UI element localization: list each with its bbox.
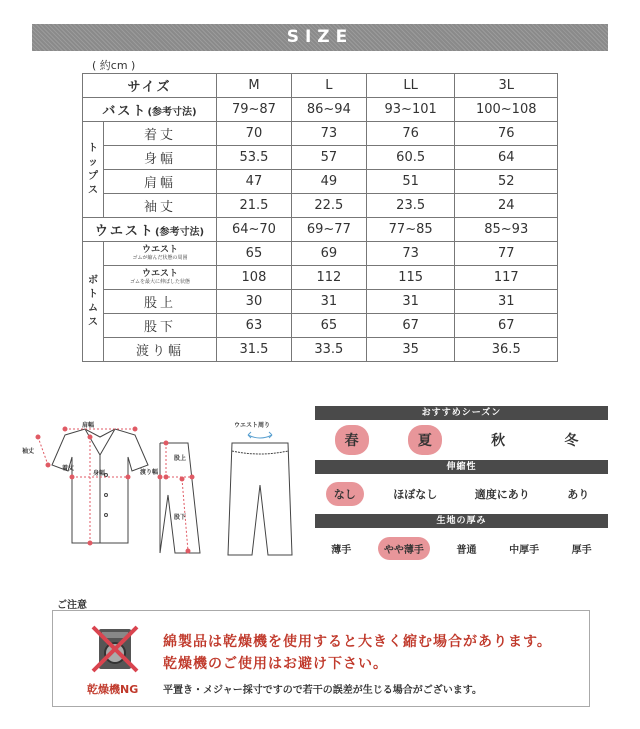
row-label: 身幅	[104, 146, 217, 170]
thickness-thin: 薄手	[331, 544, 352, 556]
table-cell: 47	[217, 170, 292, 194]
table-cell: 108	[217, 266, 292, 290]
table-cell: 31	[366, 290, 455, 314]
waist-label: ウエスト(参考寸法)	[83, 218, 217, 242]
row-label: ウエスト ゴムが縮んだ状態の周囲	[104, 242, 217, 266]
table-cell: 117	[455, 266, 558, 290]
size-header-cell: 3L	[455, 74, 558, 98]
stretch-almost-none: ほぼなし	[393, 488, 438, 501]
table-cell: 63	[217, 314, 292, 338]
bust-row	[83, 98, 558, 122]
table-cell: 23.5	[366, 194, 455, 218]
matashita-label: 股下	[174, 514, 187, 521]
table-cell: 24	[455, 194, 558, 218]
size-header-label: サイズ	[83, 74, 217, 98]
table-cell: 30	[217, 290, 292, 314]
table-cell: 33.5	[291, 338, 366, 362]
table-cell: 49	[291, 170, 366, 194]
table-cell: 73	[291, 122, 366, 146]
thickness-thick: 厚手	[571, 544, 592, 556]
caution-line-1: 綿製品は乾燥機を使用すると大きく縮む場合があります。	[163, 634, 552, 650]
table-row	[83, 170, 558, 194]
size-header-cell: LL	[366, 74, 455, 98]
table-cell: 67	[455, 314, 558, 338]
table-cell: 79~87	[217, 98, 292, 122]
table-row	[83, 314, 558, 338]
table-row	[83, 290, 558, 314]
season-spring: 春	[335, 425, 369, 455]
table-cell: 73	[366, 242, 455, 266]
table-cell: 69	[291, 242, 366, 266]
fabric-info-panel	[315, 406, 608, 568]
table-cell: 31	[455, 290, 558, 314]
table-cell: 77	[455, 242, 558, 266]
watarihaba-label: 渡り幅	[140, 469, 159, 476]
table-cell: 57	[291, 146, 366, 170]
table-cell: 64~70	[217, 218, 292, 242]
table-cell: 21.5	[217, 194, 292, 218]
stretch-row	[315, 474, 608, 514]
table-cell: 77~85	[366, 218, 455, 242]
table-cell: 51	[366, 170, 455, 194]
measurement-diagram	[20, 415, 305, 565]
row-label: 股下	[104, 314, 217, 338]
row-label: 着丈	[104, 122, 217, 146]
row-label: 股上	[104, 290, 217, 314]
waist-around-label: ウエスト周り	[234, 422, 271, 429]
row-label: ウエスト ゴムを最大に伸ばした状態	[104, 266, 217, 290]
table-row	[83, 194, 558, 218]
table-header-row	[83, 74, 558, 98]
season-row	[315, 420, 608, 460]
thickness-normal: 普通	[456, 544, 477, 556]
table-cell: 35	[366, 338, 455, 362]
size-header-cell: L	[291, 74, 366, 98]
bust-label: バスト(参考寸法)	[83, 98, 217, 122]
table-cell: 93~101	[366, 98, 455, 122]
pants-front-illustration	[228, 443, 292, 555]
stretch-title: 伸縮性	[315, 460, 608, 474]
table-cell: 65	[291, 314, 366, 338]
table-row	[83, 146, 558, 170]
row-label: 渡り幅	[104, 338, 217, 362]
stretch-yes: あり	[567, 488, 590, 501]
stretch-none: なし	[326, 482, 364, 506]
size-table	[82, 73, 558, 362]
table-row	[83, 242, 558, 266]
caution-line-2: 乾燥機のご使用はお避け下さい。	[163, 656, 388, 672]
thickness-row	[315, 528, 608, 568]
row-label: 肩幅	[104, 170, 217, 194]
caution-box	[52, 610, 590, 707]
table-cell: 76	[455, 122, 558, 146]
shirt-illustration	[52, 429, 148, 543]
caution-line-3: 平置き・メジャー採寸ですので若干の誤差が生じる場合がございます。	[163, 685, 482, 696]
size-banner: SIZE	[32, 24, 608, 51]
tops-group-label: ト ッ プ ス	[83, 122, 104, 218]
table-cell: 76	[366, 122, 455, 146]
table-cell: 31	[291, 290, 366, 314]
table-cell: 86~94	[291, 98, 366, 122]
thickness-medium-thick: 中厚手	[509, 544, 540, 556]
table-cell: 115	[366, 266, 455, 290]
dryer-ng-label: 乾燥機NG	[87, 683, 139, 696]
mihaba-label: 身幅	[93, 470, 106, 477]
kitake-label: 着丈	[62, 465, 75, 472]
thickness-slightly-thin: やや薄手	[378, 537, 430, 560]
size-header-cell: M	[217, 74, 292, 98]
table-row	[83, 338, 558, 362]
table-row	[83, 122, 558, 146]
table-cell: 52	[455, 170, 558, 194]
table-cell: 65	[217, 242, 292, 266]
table-cell: 100~108	[455, 98, 558, 122]
sodetake-label: 袖丈	[22, 448, 35, 455]
table-cell: 22.5	[291, 194, 366, 218]
table-cell: 64	[455, 146, 558, 170]
table-cell: 36.5	[455, 338, 558, 362]
bottoms-group-label: ボ ト ム ス	[83, 242, 104, 362]
season-summer: 夏	[408, 425, 442, 455]
matagami-label: 股上	[174, 455, 187, 462]
table-cell: 67	[366, 314, 455, 338]
table-cell: 69~77	[291, 218, 366, 242]
caution-title: ご注意	[57, 600, 87, 611]
season-winter: 冬	[564, 433, 579, 449]
table-cell: 60.5	[366, 146, 455, 170]
table-cell: 85~93	[455, 218, 558, 242]
table-cell: 112	[291, 266, 366, 290]
waist-row	[83, 218, 558, 242]
table-cell: 31.5	[217, 338, 292, 362]
row-label: 袖丈	[104, 194, 217, 218]
stretch-moderate: 適度にあり	[474, 488, 530, 501]
unit-note: ( 約cm )	[92, 59, 136, 72]
table-row	[83, 266, 558, 290]
katahaba-label: 肩幅	[82, 422, 95, 429]
season-autumn: 秋	[491, 433, 506, 449]
no-dryer-icon	[89, 623, 141, 675]
season-title: おすすめシーズン	[315, 406, 608, 420]
table-cell: 53.5	[217, 146, 292, 170]
table-cell: 70	[217, 122, 292, 146]
thickness-title: 生地の厚み	[315, 514, 608, 528]
